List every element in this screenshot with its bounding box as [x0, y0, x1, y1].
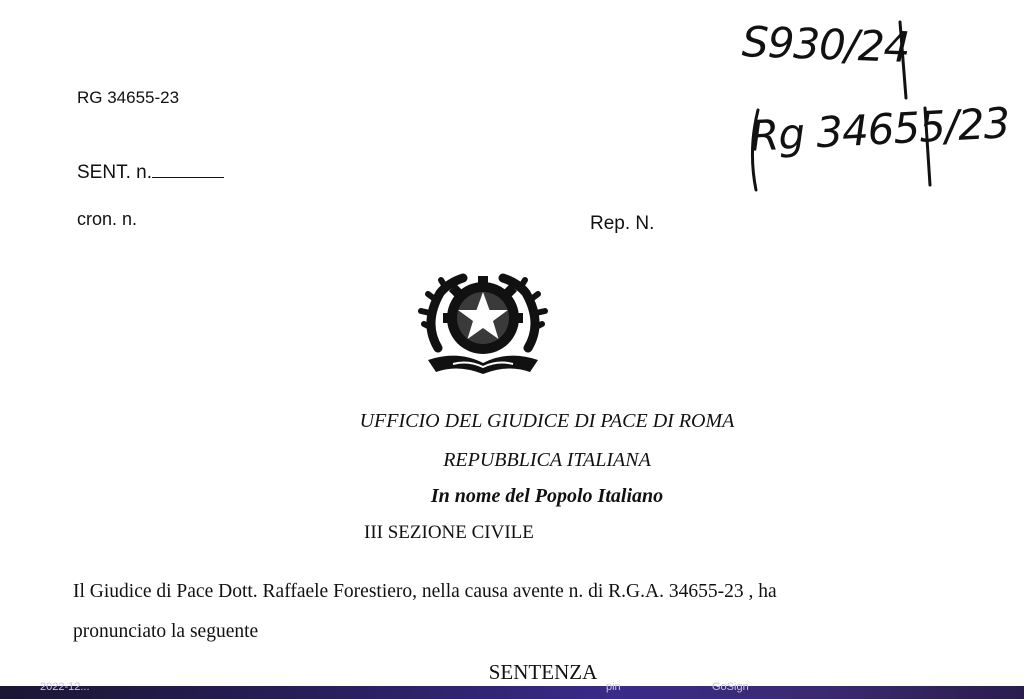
registro-generale-number: RG 34655-23 [77, 88, 180, 107]
sentence-number-label: SENT. n. [77, 162, 152, 183]
viewer-footer-bar [0, 681, 1024, 699]
sentence-number-field [77, 159, 224, 184]
repertorio-number-label: Rep. N. [590, 213, 655, 234]
footer-left-text: 2022-12... [40, 681, 90, 693]
footer-mid-text: pin [606, 681, 621, 693]
handwritten-annotation [730, 10, 1011, 200]
in-name-of-people-heading: In nome del Popolo Italiano [430, 485, 664, 507]
republic-heading: REPUBBLICA ITALIANA [443, 449, 651, 471]
body-paragraph-line-2: pronunciato la seguente [73, 621, 259, 642]
chronological-number-label: cron. n. [77, 209, 138, 229]
sentence-number-blank [152, 159, 224, 178]
handwritten-line-1: S930/24 [741, 17, 911, 72]
body-paragraph-line-1: Il Giudice di Pace Dott. Raffaele Forestiero, nella causa avente n. di R.G.A. 34655-23 , ha [73, 581, 777, 602]
italian-republic-emblem-icon [418, 268, 548, 378]
footer-right-text: GoSign [712, 681, 749, 693]
handwritten-line-2: Rg 34655/23 [748, 98, 1011, 161]
sentenza-title: SENTENZA [488, 660, 598, 684]
court-section-heading: III SEZIONE CIVILE [364, 522, 534, 543]
court-office-heading: UFFICIO DEL GIUDICE DI PACE DI ROMA [359, 410, 735, 432]
